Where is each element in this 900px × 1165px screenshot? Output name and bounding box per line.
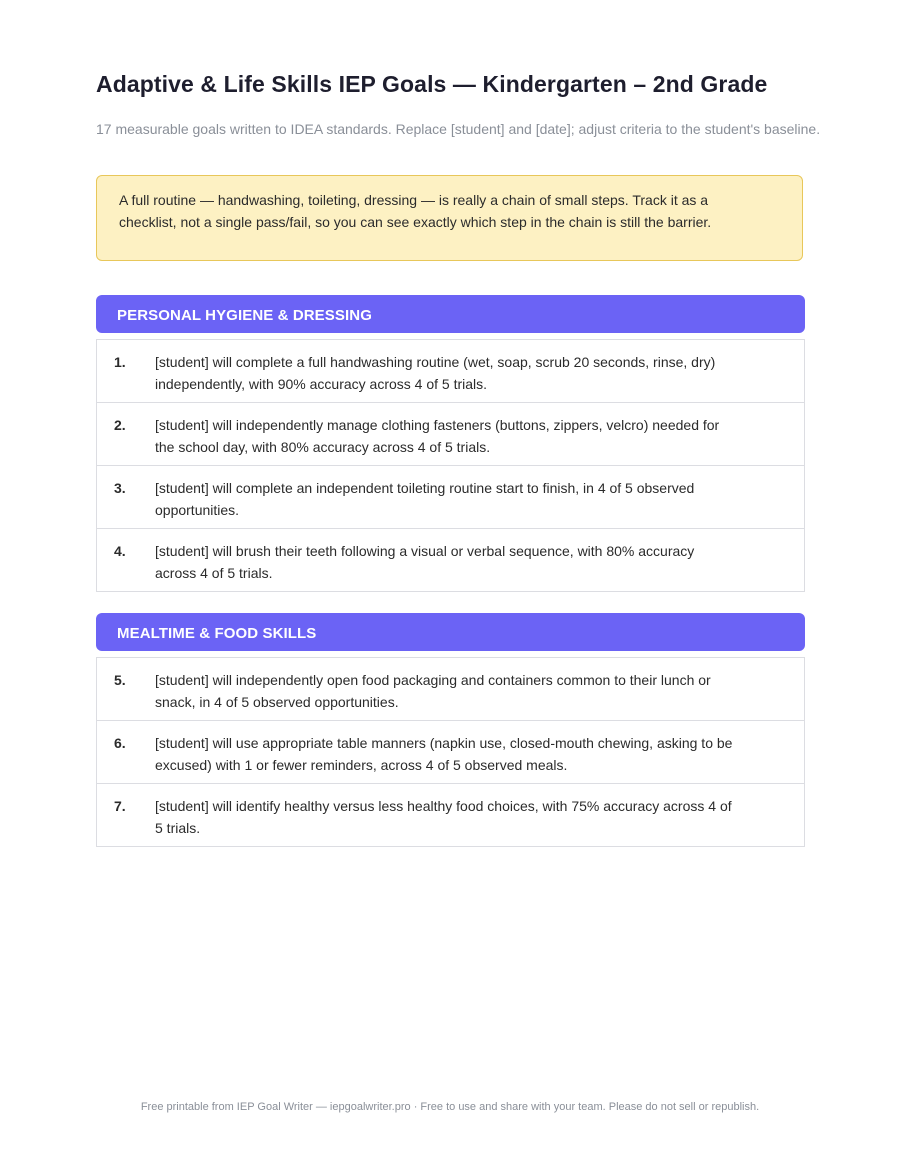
page-title: Adaptive & Life Skills IEP Goals — Kindergarten – 2nd Grade [96, 71, 768, 97]
goal-text [155, 478, 784, 528]
goal-item [97, 721, 804, 784]
goal-text-line: [student] will use appropriate table manners (napkin use, closed-mouth chewing, asking to be [155, 735, 733, 751]
goal-text [155, 670, 784, 720]
page-footer: Free printable from IEP Goal Writer — iepgoalwriter.pro · Free to use and share with your team. Please do not sell or republish. [140, 1101, 760, 1113]
goal-number: 2. [114, 417, 126, 433]
goal-text-line: [student] will identify healthy versus less healthy food choices, with 75% accuracy across 4 of [155, 798, 732, 814]
section-mealtime-food [96, 613, 805, 847]
goal-item [97, 466, 804, 529]
goal-item [97, 658, 804, 721]
goal-item [97, 529, 804, 592]
goal-text-line: snack, in 4 of 5 observed opportunities. [155, 693, 399, 710]
goal-list [96, 339, 805, 592]
section-header: MEALTIME & FOOD SKILLS [96, 613, 805, 651]
tip-callout [96, 175, 803, 261]
goal-text-line: excused) with 1 or fewer reminders, across 4 of 5 observed meals. [155, 756, 568, 773]
section-header: PERSONAL HYGIENE & DRESSING [96, 295, 805, 333]
goal-text-line: 5 trials. [155, 819, 201, 836]
goal-text [155, 352, 784, 402]
goal-text-line: independently, with 90% accuracy across 4 of 5 trials. [155, 375, 488, 392]
goal-text [155, 415, 784, 465]
goal-number: 4. [114, 543, 126, 559]
goal-number: 3. [114, 480, 126, 496]
goal-text-line: the school day, with 80% accuracy across 4 of 5 trials. [155, 438, 491, 455]
goal-list [96, 657, 805, 847]
goal-number: 6. [114, 735, 126, 751]
goal-number: 1. [114, 354, 126, 370]
goal-text-line: [student] will independently manage clothing fasteners (buttons, zippers, velcro) needed for [155, 417, 720, 433]
goal-text [155, 733, 784, 783]
goal-item [97, 784, 804, 847]
goal-text-line: [student] will independently open food packaging and containers common to their lunch or [155, 672, 711, 688]
goal-number: 7. [114, 798, 126, 814]
goal-text-line: opportunities. [155, 501, 240, 518]
goal-text-line: [student] will complete an independent toileting routine start to finish, in 4 of 5 observed [155, 480, 695, 496]
goal-item [97, 403, 804, 466]
goal-number: 5. [114, 672, 126, 688]
page-subtitle: 17 measurable goals written to IDEA standards. Replace [student] and [date]; adjust criteria to the student's baseline. [96, 121, 821, 137]
goal-text [155, 541, 784, 591]
goal-text [155, 796, 784, 846]
goal-text-line: [student] will brush their teeth following a visual or verbal sequence, with 80% accuracy [155, 543, 695, 559]
section-personal-hygiene [96, 295, 805, 592]
goal-text-line: across 4 of 5 trials. [155, 564, 273, 581]
callout-line-1: A full routine — handwashing, toileting, dressing — is really a chain of small steps. Track it as a [119, 192, 709, 208]
callout-line-2: checklist, not a single pass/fail, so you can see exactly which step in the chain is still the barrier. [119, 214, 712, 230]
goal-item [97, 340, 804, 403]
goal-text-line: [student] will complete a full handwashing routine (wet, soap, scrub 20 seconds, rinse, dry) [155, 354, 716, 370]
